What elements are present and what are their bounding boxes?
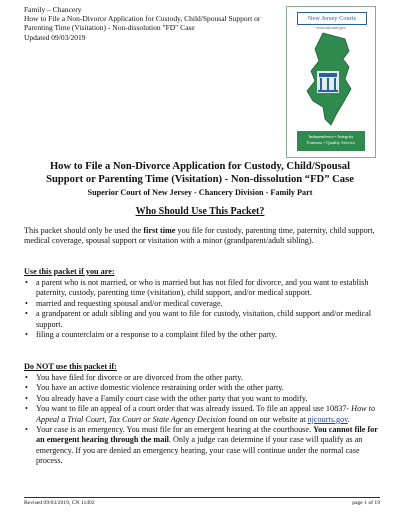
list-item-text: . [347,414,350,424]
logo-url: www.njcourts.gov [316,25,346,30]
logo-title: New Jersey Courts [297,12,367,25]
list-item-text: You want to file an appeal of a court order that was already issued. To file an appeal use 10837- [36,404,352,414]
intro-text: you file for custody, parenting time, paternity, child support, medical coverage, spousal support or visitation with a minor (grandparent/adult sibling). [24,226,375,246]
header-line: How to File a Non-Divorce Application for Custody, Child/Spousal Support or [24,14,261,24]
title-line: Support or Parenting Time (Visitation) - Non-dissolution “FD” Case [46,174,354,185]
document-title [20,160,380,186]
list-item: • a parent who is not married, or who is married but has not filed for divorce, and you want to establish paternity, custody, parenting time (visitation), child support, and/or medical support. [24,278,380,299]
nj-courts-logo [286,6,376,158]
intro-paragraph [24,226,380,247]
logo-tagline-line: Independence • Integrity [308,134,354,139]
header-updated-date: Updated 09/03/2019 [24,32,86,42]
form-title-text: How to Appeal a Trial Court, Tax Court or State Agency Decision [36,404,376,424]
nj-state-map-icon [293,31,371,129]
list-item-text: Your case is an emergency. You must file for an emergent hearing at the courthouse. [36,425,314,435]
logo-tagline-line: Fairness • Quality Service [307,140,355,146]
page-footer [24,497,380,506]
list-item: • a grandparent or adult sibling and you want to file for custody, visitation, child support and/or medical support. [24,309,380,330]
document-header [24,5,304,42]
list-item [24,404,380,425]
list-item-bold-text: You cannot file for an emergent hearing through the mail [36,425,378,445]
use-packet-heading: Use this packet if you are: [24,267,115,276]
logo-tagline [297,131,365,151]
list-item: • married and requesting spousal and/or medical coverage. [24,299,380,309]
list-item: • You already have a Family court case with the other party that you want to modify. [24,394,380,404]
list-item [24,425,380,467]
njcourts-link[interactable]: njcourts.gov [307,414,348,424]
list-item: • You have filed for divorce or are divorced from the other party. [24,373,380,383]
use-packet-list [24,278,380,340]
footer-page-number: page 1 of 19 [352,500,380,506]
header-line: Family – Chancery [24,5,82,14]
title-line: How to File a Non-Divorce Application for Custody, Child/Spousal [49,161,351,172]
intro-bold-text: first time [143,226,176,235]
footer-revision: Revised 09/03/2019, CN 11492 [24,500,95,506]
do-not-use-heading: Do NOT use this packet if: [24,362,117,371]
section-heading: Who Should Use This Packet? [135,206,265,217]
list-item-text: . Only a judge can determine if your case will qualify as an emergency. If you are denied an emergency hearing, your case will continue under the normal case process. [36,435,363,466]
document-subtitle: Superior Court of New Jersey - Chancery Division - Family Part [87,188,313,197]
do-not-use-list [24,373,380,467]
list-item: • filing a counterclaim or a response to a complaint filed by the other party. [24,330,380,340]
list-item-text: found on our website at [226,414,308,424]
intro-text: This packet should only be used the [24,226,144,235]
list-item: • You have an active domestic violence restraining order with the other party. [24,383,380,393]
header-line: Parenting Time (Visitation) - Non-dissolution "FD" Case [24,23,195,33]
